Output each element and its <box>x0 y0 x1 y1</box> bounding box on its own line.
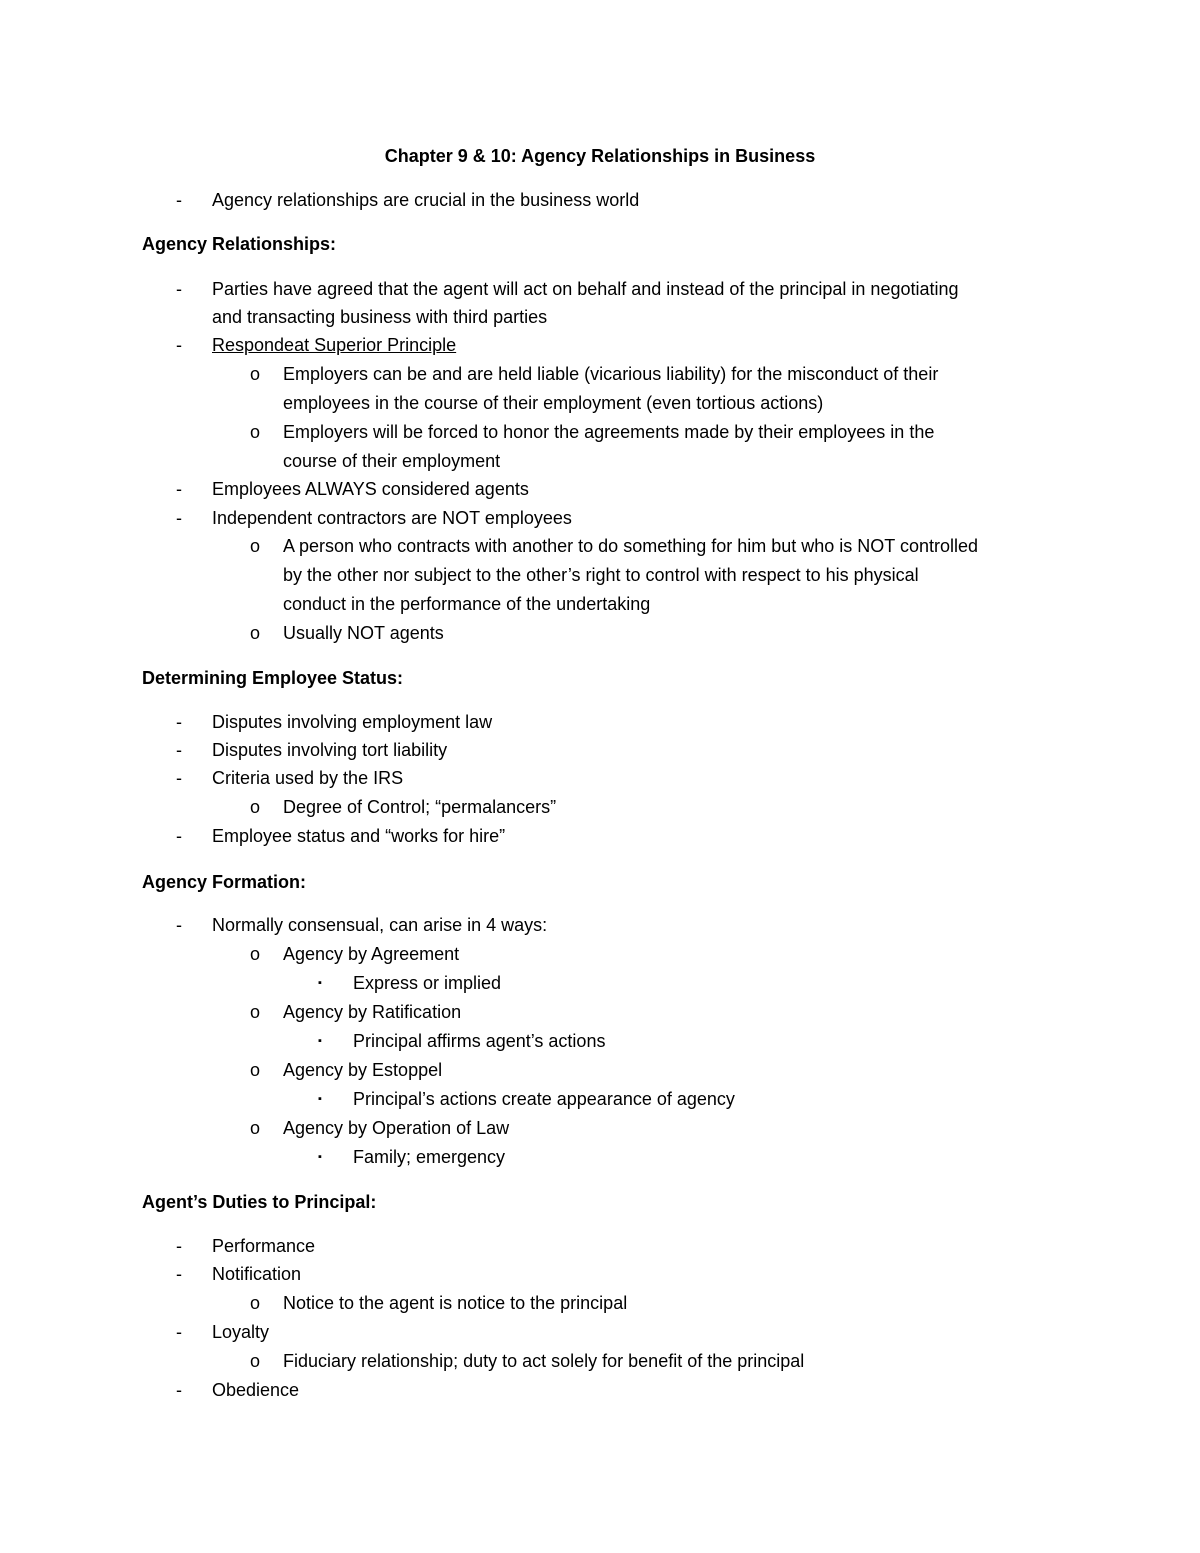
detail-item-text: Principal affirms agent’s actions <box>353 1031 606 1051</box>
sub-item-text: Agency by Ratification <box>283 1002 462 1022</box>
square-bullet: ▪ <box>318 1035 322 1047</box>
sub-item-text: employees in the course of their employment (even tortious actions) <box>283 393 824 413</box>
dash-bullet: - <box>176 508 182 528</box>
dash-bullet: - <box>176 279 182 299</box>
circle-bullet: o <box>250 1002 261 1022</box>
section-heading-employee-status: Determining Employee Status: <box>142 668 404 688</box>
dash-bullet: - <box>176 479 182 499</box>
circle-bullet: o <box>250 1060 261 1080</box>
list-item-text: and transacting business with third parties <box>212 307 548 327</box>
square-bullet: ▪ <box>318 1151 322 1163</box>
dash-bullet: - <box>176 712 182 732</box>
dash-bullet: - <box>176 1380 182 1400</box>
sub-item-text: Fiduciary relationship; duty to act solely for benefit of the principal <box>283 1351 805 1371</box>
list-item-text: Disputes involving employment law <box>212 712 493 732</box>
list-item-text: Employees ALWAYS considered agents <box>212 479 529 499</box>
circle-bullet: o <box>250 1351 261 1371</box>
document-title: Chapter 9 & 10: Agency Relationships in Business <box>384 146 816 166</box>
dash-bullet: - <box>176 335 182 355</box>
list-item-text: Performance <box>212 1236 316 1256</box>
dash-bullet: - <box>176 1322 182 1342</box>
circle-bullet: o <box>250 1293 261 1313</box>
circle-bullet: o <box>250 422 261 442</box>
circle-bullet: o <box>250 364 261 384</box>
square-bullet: ▪ <box>318 1093 322 1105</box>
list-item-text: Independent contractors are NOT employees <box>212 508 572 528</box>
circle-bullet: o <box>250 536 261 556</box>
sub-item-text: Employers will be forced to honor the agreements made by their employees in the <box>283 422 935 442</box>
list-item-text-underlined: Respondeat Superior Principle <box>212 335 457 355</box>
list-item-text: Parties have agreed that the agent will act on behalf and instead of the principal in negotiating <box>212 279 959 299</box>
sub-item-text: by the other nor subject to the other’s right to control with respect to his physical <box>283 565 919 585</box>
detail-item-text: Express or implied <box>353 973 502 993</box>
detail-item-text: Principal’s actions create appearance of agency <box>353 1089 735 1109</box>
dash-bullet: - <box>176 915 182 935</box>
dash-bullet: - <box>176 1264 182 1284</box>
dash-bullet: - <box>176 740 182 760</box>
square-bullet: ▪ <box>318 977 322 989</box>
sub-item-text: Notice to the agent is notice to the principal <box>283 1293 628 1313</box>
section-heading-agency-relationships: Agency Relationships: <box>142 234 337 254</box>
section-heading-agency-formation: Agency Formation: <box>142 872 307 892</box>
dash-bullet: - <box>176 190 182 210</box>
dash-bullet: - <box>176 1236 182 1256</box>
circle-bullet: o <box>250 797 261 817</box>
list-item-text: Employee status and “works for hire” <box>212 826 506 846</box>
sub-item-text: Employers can be and are held liable (vicarious liability) for the misconduct of their <box>283 364 939 384</box>
list-item-text: Criteria used by the IRS <box>212 768 404 788</box>
detail-item-text: Family; emergency <box>353 1147 506 1167</box>
sub-item-text: course of their employment <box>283 451 501 471</box>
list-item-text: Notification <box>212 1264 302 1284</box>
sub-item-text: A person who contracts with another to do something for him but who is NOT controlled <box>283 536 979 556</box>
sub-item-text: Agency by Agreement <box>283 944 460 964</box>
list-item-text: Loyalty <box>212 1322 270 1342</box>
list-item-text: Disputes involving tort liability <box>212 740 448 760</box>
sub-item-text: Usually NOT agents <box>283 623 444 643</box>
sub-item-text: Degree of Control; “permalancers” <box>283 797 557 817</box>
circle-bullet: o <box>250 944 261 964</box>
list-item-text: Obedience <box>212 1380 300 1400</box>
dash-bullet: - <box>176 768 182 788</box>
sub-item-text: conduct in the performance of the undertaking <box>283 594 651 614</box>
list-item-text: Normally consensual, can arise in 4 ways: <box>212 915 548 935</box>
circle-bullet: o <box>250 623 261 643</box>
sub-item-text: Agency by Estoppel <box>283 1060 443 1080</box>
sub-item-text: Agency by Operation of Law <box>283 1118 510 1138</box>
section-heading-agent-duties: Agent’s Duties to Principal: <box>142 1192 377 1212</box>
circle-bullet: o <box>250 1118 261 1138</box>
dash-bullet: - <box>176 826 182 846</box>
intro-item: Agency relationships are crucial in the business world <box>212 190 640 210</box>
